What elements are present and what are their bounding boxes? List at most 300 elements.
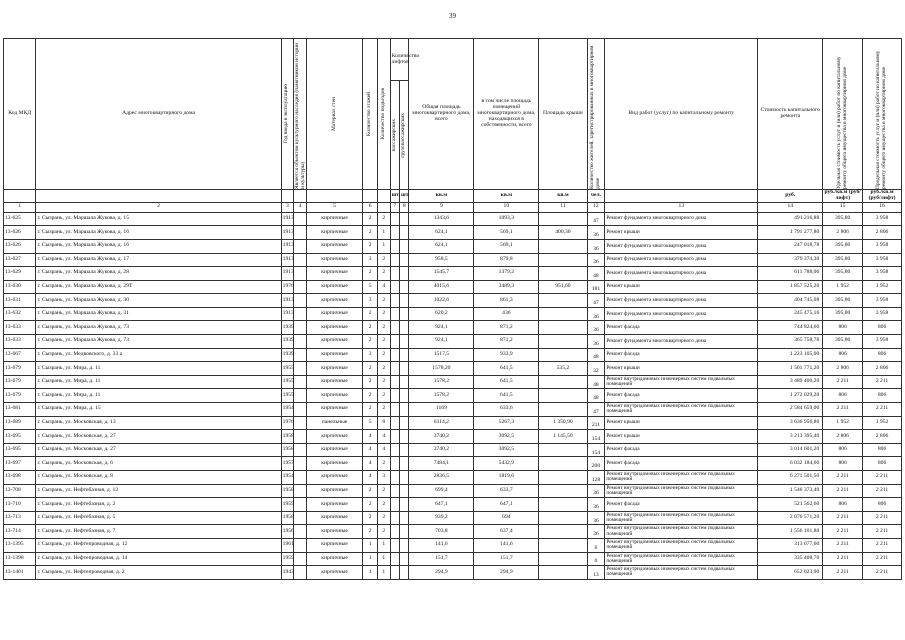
- unit-residents: чел.: [587, 190, 605, 203]
- specific-cost-cell: 2 211: [823, 566, 863, 580]
- material-cell: кирпичные: [306, 212, 363, 226]
- floors-cell: 2: [363, 239, 378, 253]
- specific-cost-cell: 2 211: [823, 471, 863, 485]
- cost-cell: 3 636 956,80: [758, 416, 823, 430]
- residents-cell: 6: [587, 538, 605, 552]
- elevators-passenger-cell: [390, 389, 399, 403]
- elevators-freight-cell: [400, 511, 409, 525]
- header-roof-area: Площадь крыши: [539, 39, 587, 190]
- total-area-cell: 1517,5: [409, 348, 474, 362]
- specific-cost-cell: 806: [823, 321, 863, 335]
- specific-cost-cell: 2 211: [823, 538, 863, 552]
- address-cell: г. Сызрань, ул. Мира, д. 15: [36, 403, 281, 417]
- unit-max-cost: руб./кв.м (руб/лифт): [863, 190, 902, 203]
- year-cell: 1913: [281, 212, 294, 226]
- material-cell: кирпичные: [306, 226, 363, 240]
- entrances-cell: 2: [378, 484, 391, 498]
- material-cell: кирпичные: [306, 348, 363, 362]
- address-cell: г. Сызрань, ул. Мира, д. 11: [36, 389, 281, 403]
- floors-cell: 1: [363, 566, 378, 580]
- table-row: [4, 430, 902, 444]
- table-row: [4, 294, 902, 308]
- elevators-freight-cell: [400, 389, 409, 403]
- work-type-cell: Ремонт фундамента многоквартирного дома: [605, 212, 758, 226]
- material-cell: кирпичные: [306, 321, 363, 335]
- floors-cell: 2: [363, 525, 378, 539]
- roof-area-cell: 1 350,90: [539, 416, 587, 430]
- entrances-cell: 1: [378, 226, 391, 240]
- year-cell: 1957: [281, 457, 294, 471]
- residents-cell: 36: [587, 525, 605, 539]
- material-cell: кирпичные: [306, 335, 363, 349]
- cost-cell: 245 475,16: [758, 307, 823, 321]
- entrances-cell: 2: [378, 253, 391, 267]
- total-area-cell: 1169: [409, 403, 474, 417]
- code-cell: 13-1401: [4, 566, 36, 580]
- residents-cell: 48: [587, 389, 605, 403]
- table-row: [4, 525, 902, 539]
- table-row: [4, 375, 902, 389]
- address-cell: г. Сызрань, ул. Нефтебазная, д. 7: [36, 525, 281, 539]
- cost-cell: 313 077,60: [758, 538, 823, 552]
- specific-cost-cell: 806: [823, 443, 863, 457]
- floors-cell: 3: [363, 253, 378, 267]
- heritage-cell: [294, 511, 307, 525]
- material-cell: кирпичные: [306, 294, 363, 308]
- header-max-cost: Предельная стоимость услуг и (или) работ по капитальному ремонту общего имущества в многоквартирном доме: [863, 39, 902, 190]
- specific-cost-cell: 2 806: [823, 430, 863, 444]
- heritage-cell: [294, 525, 307, 539]
- material-cell: кирпичные: [306, 484, 363, 498]
- cost-cell: 335 408,70: [758, 552, 823, 566]
- header-residential-area: в том числе площадь помещений многоквартирного дома, находящихся в собственности, всего: [474, 39, 539, 190]
- material-cell: кирпичные: [306, 538, 363, 552]
- entrances-cell: 1: [378, 239, 391, 253]
- code-cell: 13-1398: [4, 552, 36, 566]
- entrances-cell: 1: [378, 538, 391, 552]
- year-cell: 1976: [281, 280, 294, 294]
- entrances-cell: 3: [378, 471, 391, 485]
- residents-cell: 47: [587, 212, 605, 226]
- residential-area-cell: 141,6: [474, 538, 539, 552]
- residents-cell: 48: [587, 348, 605, 362]
- table-row: [4, 552, 902, 566]
- code-cell: 13-713: [4, 511, 36, 525]
- elevators-freight-cell: [400, 443, 409, 457]
- residents-cell: 13: [587, 566, 605, 580]
- year-cell: 1954: [281, 471, 294, 485]
- max-cost-cell: 2 211: [863, 552, 902, 566]
- cost-cell: 3 489 400,20: [758, 375, 823, 389]
- address-cell: г. Сызрань, ул. Московская, д. 13: [36, 416, 281, 430]
- elevators-freight-cell: [400, 538, 409, 552]
- max-cost-cell: 2 211: [863, 566, 902, 580]
- residential-area-cell: 3092,5: [474, 430, 539, 444]
- address-cell: г. Сызрань, ул. Нефтепроводная, д. 14: [36, 552, 281, 566]
- max-cost-cell: 3 958: [863, 239, 902, 253]
- residential-area-cell: 871,2: [474, 335, 539, 349]
- roof-area-cell: [539, 335, 587, 349]
- elevators-freight-cell: [400, 525, 409, 539]
- material-cell: кирпичные: [306, 307, 363, 321]
- heritage-cell: [294, 239, 307, 253]
- residents-cell: 36: [587, 511, 605, 525]
- cost-cell: 379 374,30: [758, 253, 823, 267]
- cost-cell: 2 584 659,00: [758, 403, 823, 417]
- elevators-passenger-cell: [390, 525, 399, 539]
- total-area-cell: 1022,6: [409, 294, 474, 308]
- year-cell: 1939: [281, 335, 294, 349]
- residential-area-cell: 5267,3: [474, 416, 539, 430]
- year-cell: 1955: [281, 389, 294, 403]
- elevators-passenger-cell: [390, 348, 399, 362]
- elevators-freight-cell: [400, 335, 409, 349]
- material-cell: кирпичные: [306, 362, 363, 376]
- max-cost-cell: 3 958: [863, 212, 902, 226]
- heritage-cell: [294, 226, 307, 240]
- year-cell: 1913: [281, 253, 294, 267]
- residents-cell: 36: [587, 239, 605, 253]
- work-type-cell: Ремонт фасада: [605, 443, 758, 457]
- roof-area-cell: [539, 443, 587, 457]
- material-cell: кирпичные: [306, 566, 363, 580]
- residents-cell: 36: [587, 321, 605, 335]
- elevators-freight-cell: [400, 566, 409, 580]
- year-cell: 1976: [281, 416, 294, 430]
- heritage-cell: [294, 498, 307, 512]
- elevators-passenger-cell: [390, 253, 399, 267]
- max-cost-cell: 2 211: [863, 511, 902, 525]
- address-cell: г. Сызрань, ул. Московская, д. 8: [36, 471, 281, 485]
- floors-cell: 2: [363, 212, 378, 226]
- residential-area-cell: 861,3: [474, 294, 539, 308]
- code-cell: 13-626: [4, 239, 36, 253]
- code-cell: 13-632: [4, 307, 36, 321]
- total-area-cell: 624,1: [409, 239, 474, 253]
- floors-cell: 1: [363, 552, 378, 566]
- cost-cell: 3 014 601,20: [758, 443, 823, 457]
- residential-area-cell: 3092,5: [474, 443, 539, 457]
- roof-area-cell: [539, 267, 587, 281]
- specific-cost-cell: 806: [823, 348, 863, 362]
- code-cell: 13-630: [4, 280, 36, 294]
- elevators-passenger-cell: [390, 498, 399, 512]
- specific-cost-cell: 2 211: [823, 403, 863, 417]
- elevators-freight-cell: [400, 294, 409, 308]
- table-row: [4, 280, 902, 294]
- table-row: [4, 348, 902, 362]
- elevators-passenger-cell: [390, 457, 399, 471]
- residential-area-cell: 641,5: [474, 389, 539, 403]
- elevators-freight-cell: [400, 253, 409, 267]
- header-cost: Стоимость капитального ремонта: [758, 39, 823, 190]
- total-area-cell: 3740,2: [409, 430, 474, 444]
- total-area-cell: 924,1: [409, 321, 474, 335]
- floors-cell: 2: [363, 321, 378, 335]
- header-address: Адрес многоквартирного дома: [36, 39, 281, 190]
- header-total-area: Общая площадь многоквартирного дома, всего: [409, 39, 474, 190]
- elevators-passenger-cell: [390, 335, 399, 349]
- max-cost-cell: 2 211: [863, 484, 902, 498]
- code-cell: 13-679: [4, 362, 36, 376]
- header-heritage: Является объектом культурного наследия (памятником истории и культуры): [294, 39, 307, 190]
- material-cell: кирпичные: [306, 280, 363, 294]
- max-cost-cell: 2 211: [863, 525, 902, 539]
- specific-cost-cell: 1 952: [823, 280, 863, 294]
- roof-area-cell: [539, 389, 587, 403]
- elevators-passenger-cell: [390, 307, 399, 321]
- cost-cell: 365 758,78: [758, 335, 823, 349]
- elevators-passenger-cell: [390, 538, 399, 552]
- max-cost-cell: 806: [863, 389, 902, 403]
- specific-cost-cell: 2 211: [823, 511, 863, 525]
- code-cell: 13-633: [4, 321, 36, 335]
- heritage-cell: [294, 321, 307, 335]
- elevators-passenger-cell: [390, 267, 399, 281]
- elevators-passenger-cell: [390, 416, 399, 430]
- specific-cost-cell: 2 211: [823, 375, 863, 389]
- max-cost-cell: 1 952: [863, 416, 902, 430]
- entrances-cell: 2: [378, 389, 391, 403]
- cost-cell: 2 076 571,20: [758, 511, 823, 525]
- specific-cost-cell: 806: [823, 498, 863, 512]
- material-cell: кирпичные: [306, 430, 363, 444]
- cost-cell: 1 556 101,80: [758, 525, 823, 539]
- residential-area-cell: 633,7: [474, 484, 539, 498]
- elevators-passenger-cell: [390, 566, 399, 580]
- year-cell: 1955: [281, 362, 294, 376]
- code-cell: 13-695: [4, 443, 36, 457]
- floors-cell: 5: [363, 416, 378, 430]
- elevators-passenger-cell: [390, 471, 399, 485]
- year-cell: 1958: [281, 484, 294, 498]
- cost-cell: 1 791 277,80: [758, 226, 823, 240]
- max-cost-cell: 806: [863, 457, 902, 471]
- code-cell: 13-633: [4, 335, 36, 349]
- entrances-cell: 2: [378, 267, 391, 281]
- floors-cell: 2: [363, 375, 378, 389]
- residents-cell: 36: [587, 226, 605, 240]
- address-cell: г. Сызрань, ул. Московская, д. 6: [36, 457, 281, 471]
- floors-cell: 2: [363, 267, 378, 281]
- material-cell: кирпичные: [306, 457, 363, 471]
- max-cost-cell: 806: [863, 498, 902, 512]
- total-area-cell: 151,7: [409, 552, 474, 566]
- elevators-passenger-cell: [390, 375, 399, 389]
- max-cost-cell: 3 958: [863, 335, 902, 349]
- code-cell: 13-679: [4, 389, 36, 403]
- entrances-cell: 2: [378, 348, 391, 362]
- cost-cell: 652 023,90: [758, 566, 823, 580]
- roof-area-cell: [539, 253, 587, 267]
- material-cell: кирпичные: [306, 375, 363, 389]
- total-area-cell: 1578,20: [409, 362, 474, 376]
- year-cell: 1958: [281, 443, 294, 457]
- heritage-cell: [294, 375, 307, 389]
- header-year: Год ввода в эксплуатацию: [281, 39, 294, 190]
- code-cell: 13-629: [4, 267, 36, 281]
- elevators-passenger-cell: [390, 552, 399, 566]
- floors-cell: 3: [363, 294, 378, 308]
- elevators-freight-cell: [400, 552, 409, 566]
- specific-cost-cell: 2 211: [823, 525, 863, 539]
- residents-cell: 36: [587, 335, 605, 349]
- work-type-cell: Ремонт внутридомовых инженерных систем подвальных помещений: [605, 484, 758, 498]
- address-cell: г. Сызрань, ул. Маршала Жукова, д. 16: [36, 226, 281, 240]
- residential-area-cell: 294,9: [474, 566, 539, 580]
- address-cell: г. Сызрань, ул. Нефтебазная, д. 5: [36, 511, 281, 525]
- entrances-cell: 2: [378, 525, 391, 539]
- cost-cell: 491 216,88: [758, 212, 823, 226]
- work-type-cell: Ремонт внутридомовых инженерных систем подвальных помещений: [605, 538, 758, 552]
- floors-cell: 4: [363, 457, 378, 471]
- unit-residential-area: кв.м: [474, 190, 539, 203]
- year-cell: 1913: [281, 307, 294, 321]
- material-cell: кирпичные: [306, 267, 363, 281]
- elevators-passenger-cell: [390, 430, 399, 444]
- total-area-cell: 958,5: [409, 253, 474, 267]
- residents-cell: 154: [587, 430, 605, 444]
- table-row: [4, 416, 902, 430]
- material-cell: кирпичные: [306, 525, 363, 539]
- cost-cell: 1 546 373,40: [758, 484, 823, 498]
- max-cost-cell: 3 958: [863, 253, 902, 267]
- roof-area-cell: 400,30: [539, 226, 587, 240]
- max-cost-cell: 2 211: [863, 471, 902, 485]
- code-cell: 13-714: [4, 525, 36, 539]
- cost-cell: 611 788,06: [758, 267, 823, 281]
- work-type-cell: Ремонт фасада: [605, 348, 758, 362]
- heritage-cell: [294, 416, 307, 430]
- elevators-freight-cell: [400, 416, 409, 430]
- code-cell: 13-689: [4, 416, 36, 430]
- address-cell: г. Сызрань, ул. Маршала Жукова, д. 15: [36, 212, 281, 226]
- heritage-cell: [294, 403, 307, 417]
- work-type-cell: Ремонт фундамента многоквартирного дома: [605, 335, 758, 349]
- address-cell: г. Сызрань, ул. Маршала Жукова, д. 73: [36, 335, 281, 349]
- max-cost-cell: 2 806: [863, 226, 902, 240]
- address-cell: г. Сызрань, ул. Нефтепроводная, д. 2: [36, 566, 281, 580]
- residential-area-cell: 1819,6: [474, 471, 539, 485]
- residents-cell: 200: [587, 457, 605, 471]
- entrances-cell: 2: [378, 457, 391, 471]
- entrances-cell: 2: [378, 498, 391, 512]
- total-area-cell: 7484,1: [409, 457, 474, 471]
- table-row: [4, 457, 902, 471]
- elevators-passenger-cell: [390, 403, 399, 417]
- elevators-freight-cell: [400, 239, 409, 253]
- residential-area-cell: 871,2: [474, 321, 539, 335]
- elevators-passenger-cell: [390, 321, 399, 335]
- material-cell: кирпичные: [306, 471, 363, 485]
- table-row: [4, 511, 902, 525]
- residents-cell: 6: [587, 552, 605, 566]
- max-cost-cell: 2 211: [863, 538, 902, 552]
- roof-area-cell: [539, 552, 587, 566]
- residents-cell: 32: [587, 362, 605, 376]
- residential-area-cell: 1093,3: [474, 212, 539, 226]
- residential-area-cell: 436: [474, 307, 539, 321]
- floors-cell: 2: [363, 403, 378, 417]
- cost-cell: 1 272 029,20: [758, 389, 823, 403]
- heritage-cell: [294, 389, 307, 403]
- work-type-cell: Ремонт крыши: [605, 430, 758, 444]
- table-row: [4, 239, 902, 253]
- specific-cost-cell: 806: [823, 389, 863, 403]
- address-cell: г. Сызрань, ул. Мира, д. 11: [36, 375, 281, 389]
- roof-area-cell: [539, 538, 587, 552]
- roof-area-cell: [539, 525, 587, 539]
- table-row: [4, 443, 902, 457]
- table-row: [4, 267, 902, 281]
- roof-area-cell: [539, 511, 587, 525]
- floors-cell: 4: [363, 471, 378, 485]
- max-cost-cell: 2 806: [863, 362, 902, 376]
- material-cell: кирпичные: [306, 552, 363, 566]
- residents-cell: 36: [587, 484, 605, 498]
- heritage-cell: [294, 307, 307, 321]
- entrances-cell: 8: [378, 416, 391, 430]
- header-specific-cost: Удельная стоимость услуг и (или) работ по капитальному ремонту общего имущества в многоквартирном доме: [823, 39, 863, 190]
- floors-cell: 1: [363, 538, 378, 552]
- entrances-cell: 1: [378, 566, 391, 580]
- code-cell: 13-681: [4, 403, 36, 417]
- entrances-cell: 4: [378, 443, 391, 457]
- entrances-cell: 2: [378, 294, 391, 308]
- address-cell: г. Сызрань, ул. Маршала Жукова, д. 28: [36, 267, 281, 281]
- unit-specific-cost: руб./кв.м (руб/лифт): [824, 189, 861, 201]
- cost-cell: 6 271 501,50: [758, 471, 823, 485]
- address-cell: г. Сызрань, ул. Нефтебазная, д. 2: [36, 498, 281, 512]
- residents-cell: 211: [587, 416, 605, 430]
- floors-cell: 2: [363, 511, 378, 525]
- entrances-cell: 2: [378, 375, 391, 389]
- roof-area-cell: [539, 321, 587, 335]
- max-cost-cell: 806: [863, 348, 902, 362]
- heritage-cell: [294, 348, 307, 362]
- max-cost-cell: 2 211: [863, 403, 902, 417]
- floors-cell: 3: [363, 348, 378, 362]
- total-area-cell: 1545,7: [409, 267, 474, 281]
- work-type-cell: Ремонт внутридомовых инженерных систем подвальных помещений: [605, 375, 758, 389]
- code-cell: 13-631: [4, 294, 36, 308]
- elevators-passenger-cell: [390, 362, 399, 376]
- heritage-cell: [294, 552, 307, 566]
- total-area-cell: 624,1: [409, 226, 474, 240]
- address-cell: г. Сызрань, ул. Маршала Жукова, д. 73: [36, 321, 281, 335]
- entrances-cell: 2: [378, 511, 391, 525]
- heritage-cell: [294, 280, 307, 294]
- header-work-type: Вид работ (услуг) по капитальному ремонту: [605, 39, 758, 190]
- elevators-freight-cell: [400, 307, 409, 321]
- column-index-row: 1 2 3 4 5 6 7 8 9 10 11 12 13 14 15 16: [4, 202, 902, 212]
- work-type-cell: Ремонт фундамента многоквартирного дома: [605, 267, 758, 281]
- floors-cell: 2: [363, 389, 378, 403]
- work-type-cell: Ремонт внутридомовых инженерных систем подвальных помещений: [605, 525, 758, 539]
- roof-area-cell: [539, 484, 587, 498]
- header-residents: Количество жителей, зарегистрированных в многоквартирном доме: [587, 39, 605, 190]
- table-row: [4, 484, 902, 498]
- cost-cell: 6 032 184,60: [758, 457, 823, 471]
- total-area-cell: 1578,2: [409, 389, 474, 403]
- residential-area-cell: 5432,9: [474, 457, 539, 471]
- elevators-freight-cell: [400, 484, 409, 498]
- header-elevators-passenger: пассажирских: [390, 81, 399, 190]
- code-cell: 13-697: [4, 457, 36, 471]
- total-area-cell: 2836,5: [409, 471, 474, 485]
- table-row: [4, 362, 902, 376]
- roof-area-cell: [539, 566, 587, 580]
